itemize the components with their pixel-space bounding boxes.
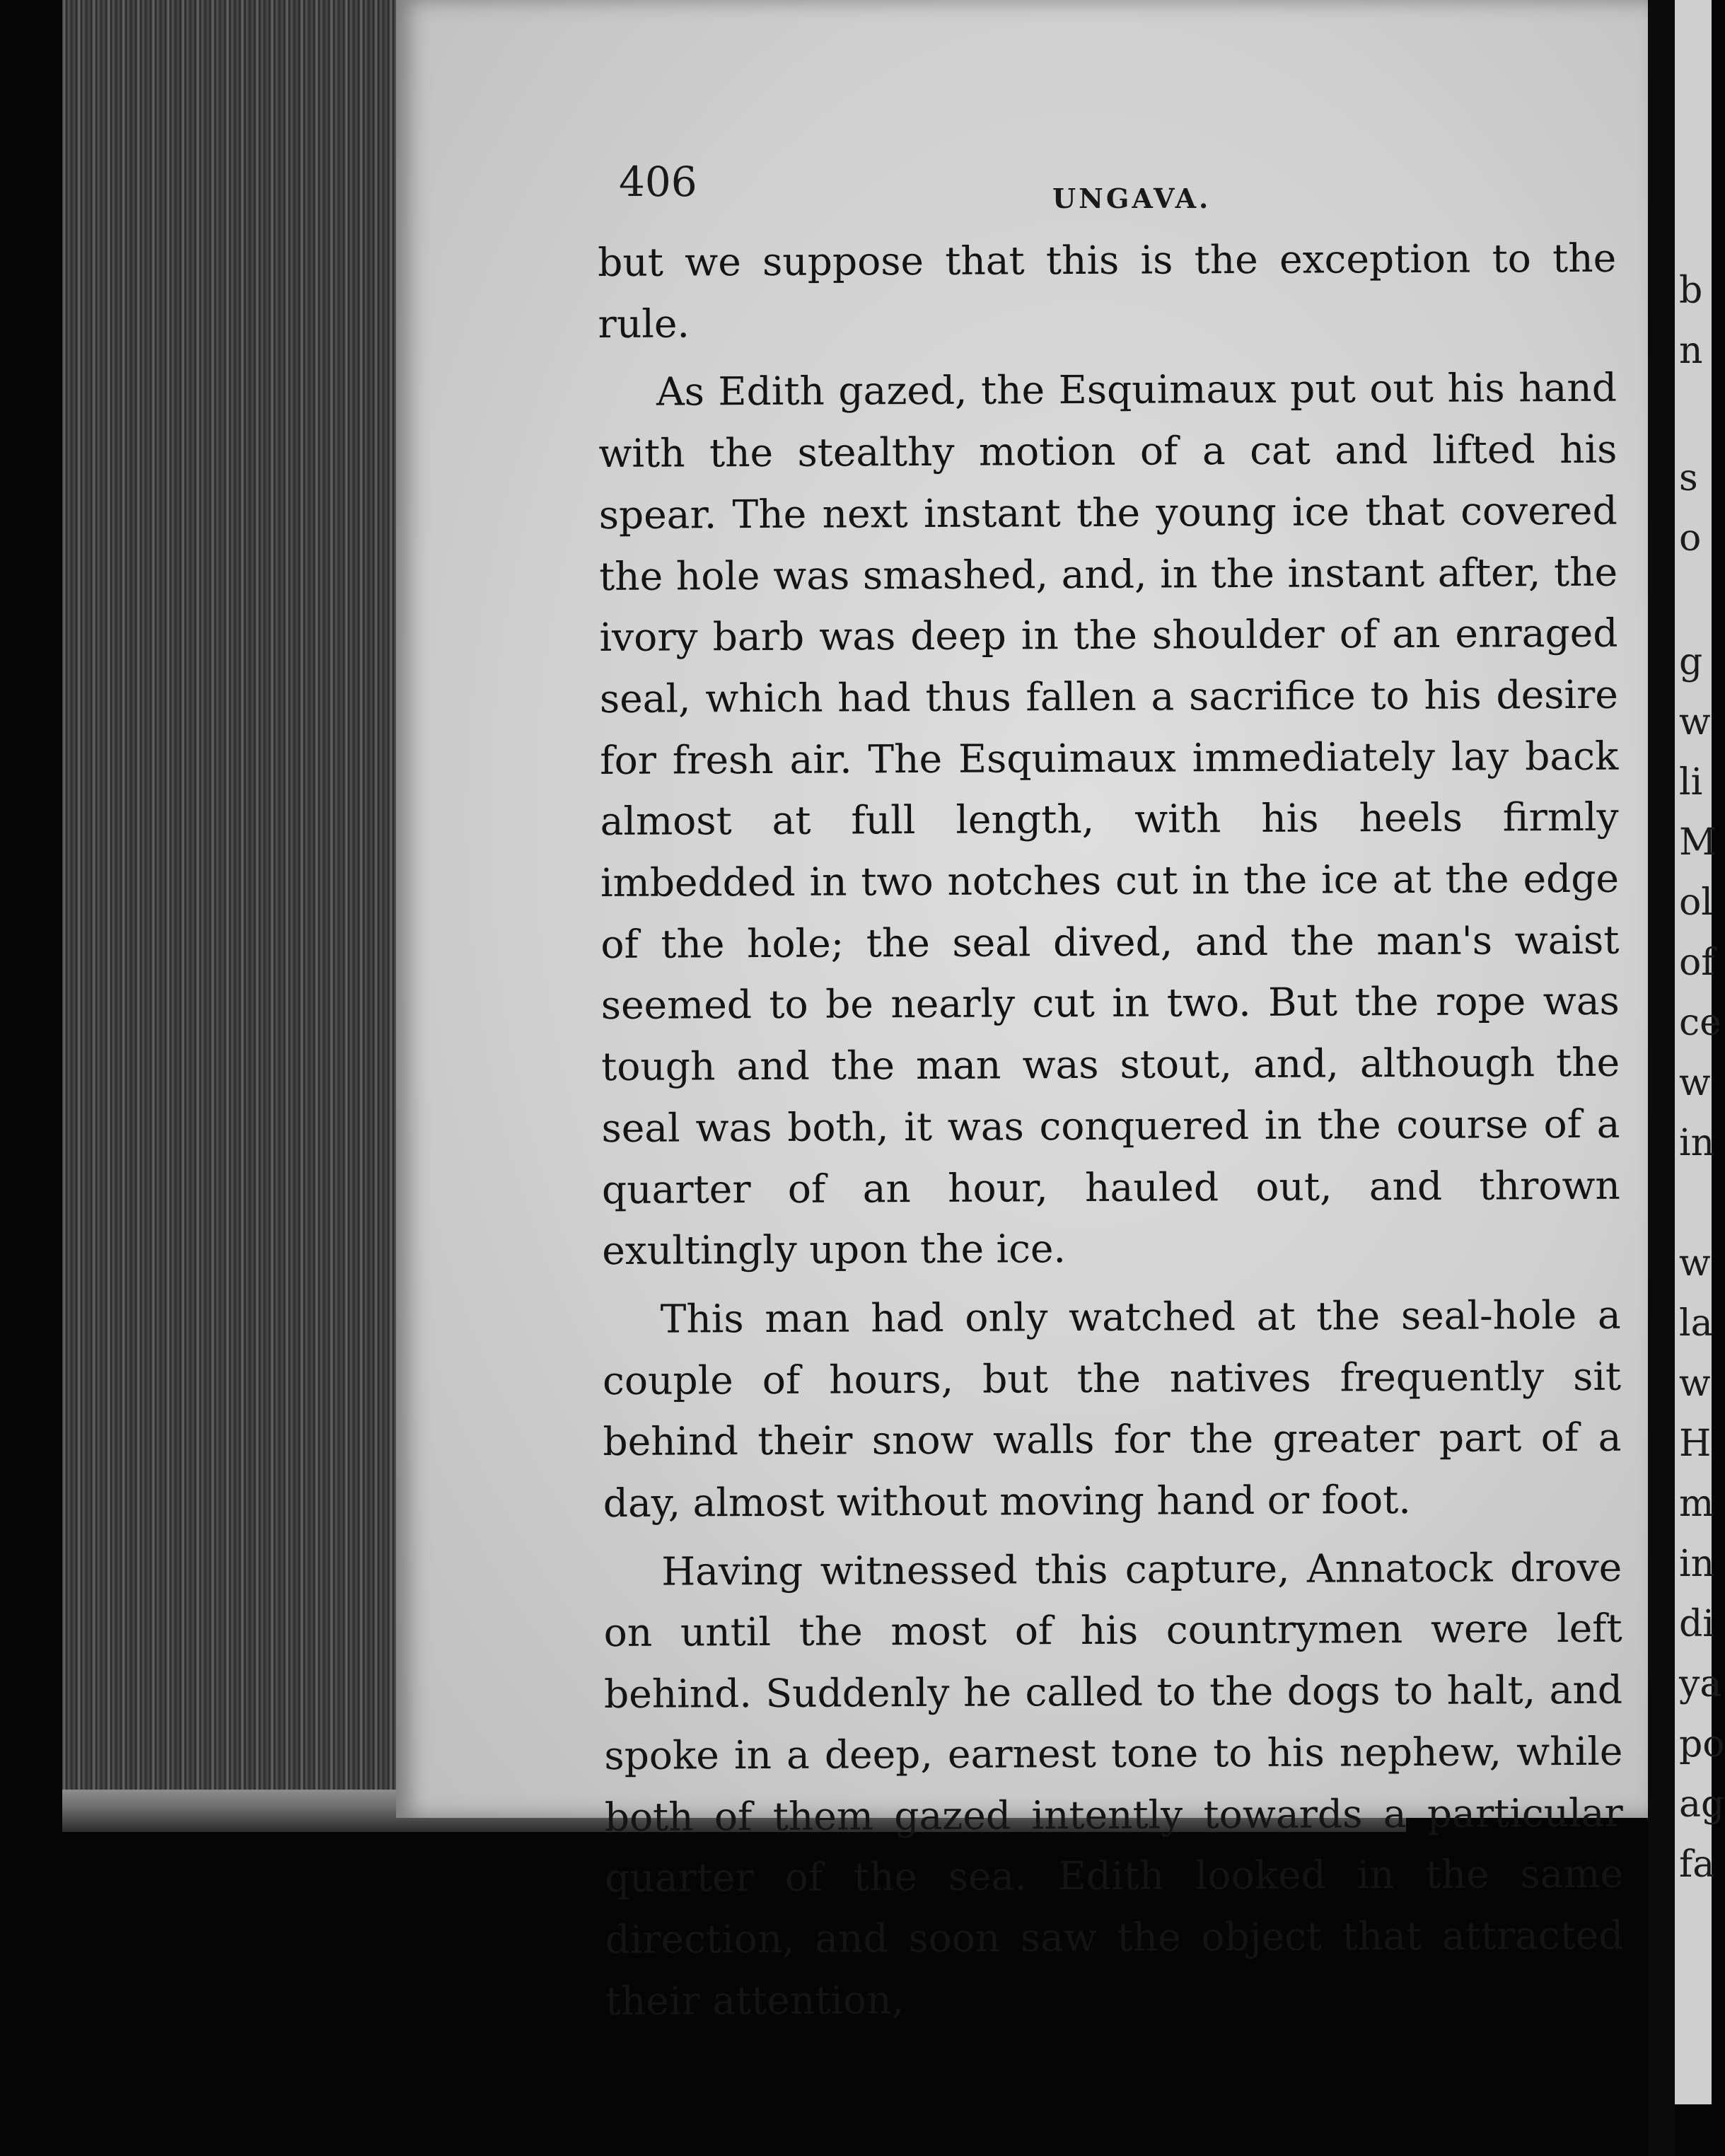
facing-page-fragment: in — [1679, 1543, 1715, 1585]
paragraph: This man had only watched at the seal-hole a couple of hours, but the natives frequently sit behind their snow walls for the greater part of a day, almost without moving hand or foot. — [602, 1292, 1622, 1526]
facing-page-fragment: w — [1679, 1362, 1711, 1405]
facing-page-fragment: fa — [1679, 1843, 1715, 1886]
facing-page-fragment: b — [1679, 270, 1703, 312]
facing-page-fragment: ol — [1679, 881, 1713, 924]
paragraph: As Edith gazed, the Esquimaux put out his hand with the stealthy motion of a cat and lifted his spear. The next instant the young ice that covered the hole was smashed, and, in the instant after, the ivory barb was deep in the shoulder of an enraged seal, which had thus fallen a sacrifice to his desire for fresh air. The Esquimaux immediately lay back almost at full length, with his heels firmly imbedded in two notches cut in the ice at the edge of the hole; the seal dived, and the man's waist seemed to be nearly cut in two. But the rope was tough and the man was stout, and, although the seal was both, it was conquered in the course of a quarter of an hour, hauled out, and thrown exultingly upon the ice. — [598, 365, 1621, 1274]
facing-page-fragment: in — [1679, 1122, 1715, 1164]
facing-page-fragment: di — [1679, 1603, 1714, 1645]
facing-page-fragment: o — [1679, 517, 1702, 560]
facing-page-edge — [1675, 0, 1725, 2104]
page-body-text — [598, 228, 1624, 2039]
gutter-shadow — [1648, 0, 1675, 2156]
facing-page-fragment: la — [1679, 1302, 1713, 1345]
running-head: UNGAVA. — [1052, 182, 1212, 214]
facing-page-fragment: ya — [1679, 1663, 1722, 1705]
facing-page-fragment: w — [1679, 1062, 1711, 1104]
facing-page-fragment: li — [1679, 761, 1703, 804]
facing-page-fragment: m — [1679, 1483, 1714, 1525]
facing-page-fragment: g — [1679, 641, 1703, 683]
facing-page-fragment: M — [1679, 821, 1717, 864]
paragraph: but we suppose that this is the exception to the rule. — [598, 235, 1617, 347]
facing-page-fragment: ag — [1679, 1783, 1725, 1826]
facing-page-fragment: n — [1679, 330, 1703, 372]
paragraph: Having witnessed this capture, Annatock drove on until the most of his countrymen were left behind. Suddenly he called to the dogs to halt, and spoke in a deep, earnest tone to his nephew, while both of them gazed intently towards a particular quarter of the sea. Edith looked in the same direction, and soon saw the object that attracted their attention, — [603, 1544, 1624, 2024]
facing-page-fragment: w — [1679, 701, 1711, 743]
facing-page-fragment: of — [1679, 941, 1715, 984]
facing-page-fragment: w — [1679, 1242, 1711, 1285]
book-page-edges — [62, 0, 419, 1828]
facing-page-fragment: H — [1679, 1422, 1712, 1465]
page-number: 406 — [619, 158, 697, 206]
facing-page-fragment: s — [1679, 457, 1698, 499]
facing-page-fragment: ce — [1679, 1002, 1721, 1044]
facing-page-fragment: po — [1679, 1723, 1725, 1766]
